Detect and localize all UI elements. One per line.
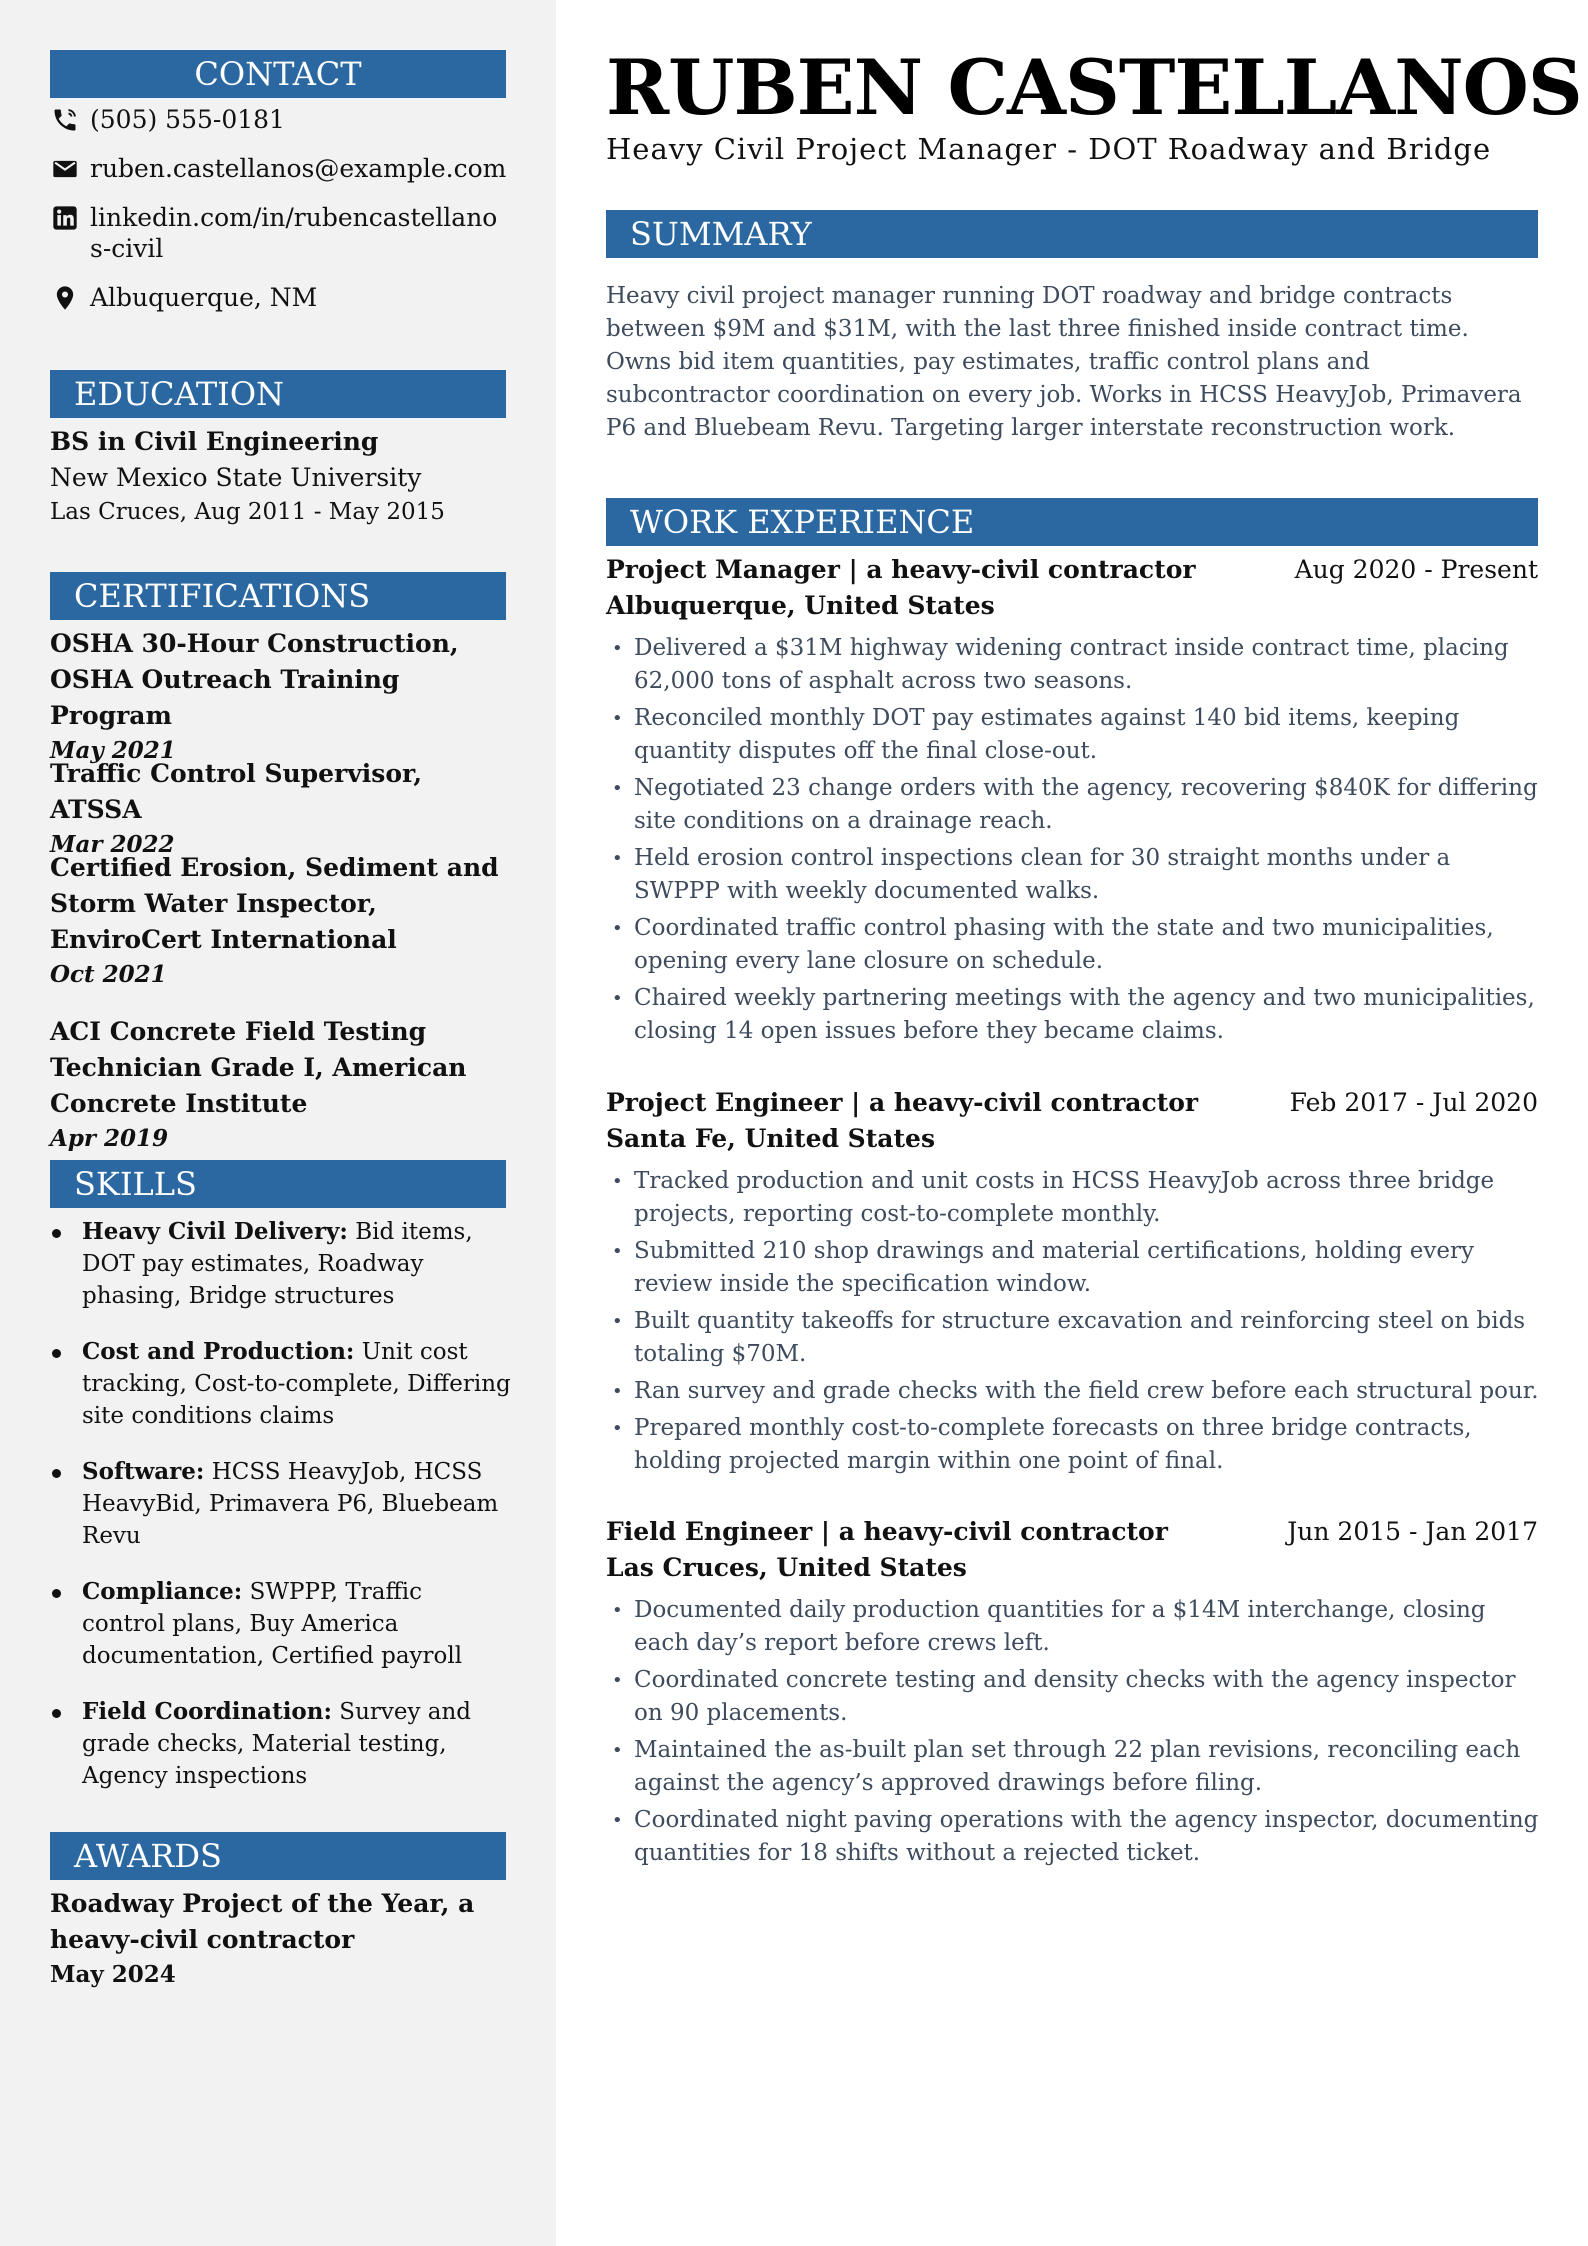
bullet-dot [52,1709,61,1718]
job-bullets [634,1165,1540,1482]
job-dates: Feb 2017 - Jul 2020 [1289,1088,1538,1117]
contact-location [50,282,506,313]
job-bullet: • Ran survey and grade checks with the field crew before each structural pour. [634,1375,1540,1408]
candidate-name: RUBEN CASTELLANOS [606,43,1582,132]
email-icon [50,153,80,184]
award-name: Roadway Project of the Year, a heavy-civil contractor [50,1889,475,1954]
summary-text: Heavy civil project manager running DOT roadway and bridge contracts between $9M and $31M, with the last three finished inside contract time. Owns bid item quantities, pay estimates, traffic control plans and subcontractor coordination on every job. Works in HCSS HeavyJob, Primavera P6 and Bluebeam Revu. Targeting larger interstate reconstruction work. [606,283,1522,441]
contact-phone-text: (505) 555-0181 [90,105,285,134]
job-bullet: • Negotiated 23 change orders with the agency, recovering $840K for differing site conditions on a drainage reach. [634,772,1540,838]
skill-label: Software: [82,1458,205,1485]
skill-label: Heavy Civil Delivery: [82,1218,348,1245]
summary-heading: SUMMARY [606,210,1538,258]
certification-name: OSHA 30-Hour Construction, OSHA Outreach Training Program [50,629,459,730]
certification-item [50,1014,520,1156]
contact-linkedin-text: linkedin.com/in/rubencastellanos-civil [90,203,498,263]
certification-name: Traffic Control Supervisor, ATSSA [50,759,423,824]
certification-name: Certified Erosion, Sediment and Storm Water Inspector, EnviroCert International [50,853,499,954]
education-school: New Mexico State University [50,463,422,492]
job-bullet: • Delivered a $31M highway widening contract inside contract time, placing 62,000 tons of asphalt across two seasons. [634,632,1540,698]
contact-location-text: Albuquerque, NM [90,283,318,312]
education-heading: EDUCATION [50,370,506,418]
job-bullet: • Held erosion control inspections clean for 30 straight months under a SWPPP with weekly documented walks. [634,842,1540,908]
contact-linkedin[interactable] [50,202,506,264]
skill-item [82,1216,512,1312]
skill-text: HCSS HeavyJob, HCSS HeavyBid, Primavera P6, Bluebeam Revu [82,1459,499,1549]
job-dates: Aug 2020 - Present [1294,555,1538,584]
skill-item [82,1696,512,1792]
job-location: Albuquerque, United States [606,591,995,620]
location-pin-icon [50,282,80,313]
job-bullet: • Maintained the as-built plan set through 22 plan revisions, reconciling each against the agency’s approved drawings before filing. [634,1734,1540,1800]
job-title: Project Engineer | a heavy-civil contractor [606,1088,1199,1117]
certification-item [50,756,520,862]
job-dates: Jun 2015 - Jan 2017 [1287,1517,1538,1546]
bullet-dot [52,1589,61,1598]
job-bullet: • Chaired weekly partnering meetings with the agency and two municipalities, closing 14 open issues before they became claims. [634,982,1540,1048]
bullet-dot [52,1229,61,1238]
contact-heading: CONTACT [50,50,506,98]
job-bullets [634,1594,1540,1874]
phone-icon [50,104,80,135]
skill-text: Survey and grade checks, Material testing, Agency inspections [82,1699,472,1789]
skill-text: Bid items, DOT pay estimates, Roadway phasing, Bridge structures [82,1219,473,1309]
education-details: Las Cruces, Aug 2011 - May 2015 [50,499,445,525]
job-bullets [634,632,1540,1052]
job-bullet: • Reconciled monthly DOT pay estimates against 140 bid items, keeping quantity disputes off the final close-out. [634,702,1540,768]
bullet-dot [52,1349,61,1358]
job-location: Las Cruces, United States [606,1553,967,1582]
award-item [50,1886,520,1992]
skill-label: Field Coordination: [82,1698,332,1725]
education-degree: BS in Civil Engineering [50,427,379,456]
awards-heading: AWARDS [50,1832,506,1880]
certification-name: ACI Concrete Field Testing Technician Grade I, American Concrete Institute [50,1017,467,1118]
job-bullet: • Coordinated traffic control phasing with the state and two municipalities, opening every lane closure on schedule. [634,912,1540,978]
education-entry [50,424,520,529]
certification-item [50,626,520,768]
certification-date: Mar 2022 [50,831,175,858]
skill-label: Compliance: [82,1578,243,1605]
job-bullet: • Submitted 210 shop drawings and material certifications, holding every review inside the specification window. [634,1235,1540,1301]
skill-item [82,1456,512,1552]
job-location: Santa Fe, United States [606,1124,936,1153]
candidate-title: Heavy Civil Project Manager - DOT Roadway and Bridge [606,132,1492,166]
skill-label: Cost and Production: [82,1338,355,1365]
job-bullet: • Documented daily production quantities for a $14M interchange, closing each day’s report before crews left. [634,1594,1540,1660]
contact-phone[interactable] [50,104,506,135]
experience-heading: WORK EXPERIENCE [606,498,1538,546]
contact-email-text: ruben.castellanos@example.com [90,154,507,183]
linkedin-icon [50,202,80,233]
award-date: May 2024 [50,1961,176,1988]
job-bullet: • Coordinated night paving operations with the agency inspector, documenting quantities for 18 shifts without a rejected ticket. [634,1804,1540,1870]
skill-item [82,1576,512,1672]
certification-date: Oct 2021 [50,961,167,988]
job-bullet: • Prepared monthly cost-to-complete forecasts on three bridge contracts, holding projected margin within one point of final. [634,1412,1540,1478]
skills-heading: SKILLS [50,1160,506,1208]
job-bullet: • Coordinated concrete testing and density checks with the agency inspector on 90 placements. [634,1664,1540,1730]
certification-date: Apr 2019 [50,1125,169,1152]
contact-email[interactable] [50,153,506,184]
certifications-heading: CERTIFICATIONS [50,572,506,620]
certification-item [50,850,520,992]
job-title: Field Engineer | a heavy-civil contractor [606,1517,1168,1546]
skill-text: Unit cost tracking, Cost-to-complete, Differing site conditions claims [82,1339,511,1429]
skill-text: SWPPP, Traffic control plans, Buy America documentation, Certified payroll [82,1579,463,1669]
job-bullet: • Tracked production and unit costs in HCSS HeavyJob across three bridge projects, reporting cost-to-complete monthly. [634,1165,1540,1231]
job-title: Project Manager | a heavy-civil contractor [606,555,1196,584]
bullet-dot [52,1469,61,1478]
skill-item [82,1336,512,1432]
certification-date: May 2021 [50,737,176,764]
job-bullet: • Built quantity takeoffs for structure excavation and reinforcing steel on bids totaling $70M. [634,1305,1540,1371]
